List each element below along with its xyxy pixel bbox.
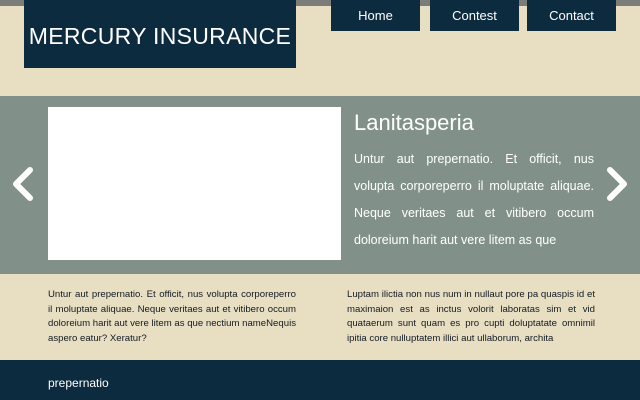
slide-title: Lanitasperia: [354, 110, 474, 135]
slide-image: [48, 107, 341, 260]
chevron-left-icon: [8, 166, 38, 202]
content-column-left: Untur aut prepernatio. Et officit, nus volupta corporeperro il moluptate aliquae. Neque veritaes aut et vitibero occum doloreium harit aut vere litem as que nectium nameNequis aspero eatur? Xeratur?: [48, 289, 296, 344]
nav-contact-label: Contact: [549, 8, 594, 23]
footer: [0, 360, 640, 400]
nav-contest-label: Contest: [452, 8, 497, 23]
nav-home-button[interactable]: [331, 0, 420, 31]
slider-next-button[interactable]: [602, 166, 632, 202]
logo-text: MERCURY INSURANCE: [28, 22, 292, 49]
nav-contact-button[interactable]: [527, 0, 616, 31]
footer-text: prepernatio: [48, 376, 109, 390]
chevron-right-icon: [602, 166, 632, 202]
nav-contest-button[interactable]: [430, 0, 519, 31]
nav-home-label: Home: [358, 8, 393, 23]
site-logo[interactable]: [24, 0, 296, 68]
content-column-right: Luptam ilictia non nus num in nullaut pore pa quaspis id et maximaion est as inctus volorit laboratas sim et vid quataerum sunt quam es pro cupti doluptatate omnimil ipitia core nulluptatem illici aut ullaborum, archita: [347, 289, 595, 344]
slide-text: Untur aut prepernatio. Et officit, nus volupta corporeperro il moluptate aliquae. Neque veritaes aut et vitibero occum doloreium harit aut vere litem as que: [354, 152, 594, 247]
hero-slider: [0, 96, 640, 274]
slider-prev-button[interactable]: [8, 166, 38, 202]
